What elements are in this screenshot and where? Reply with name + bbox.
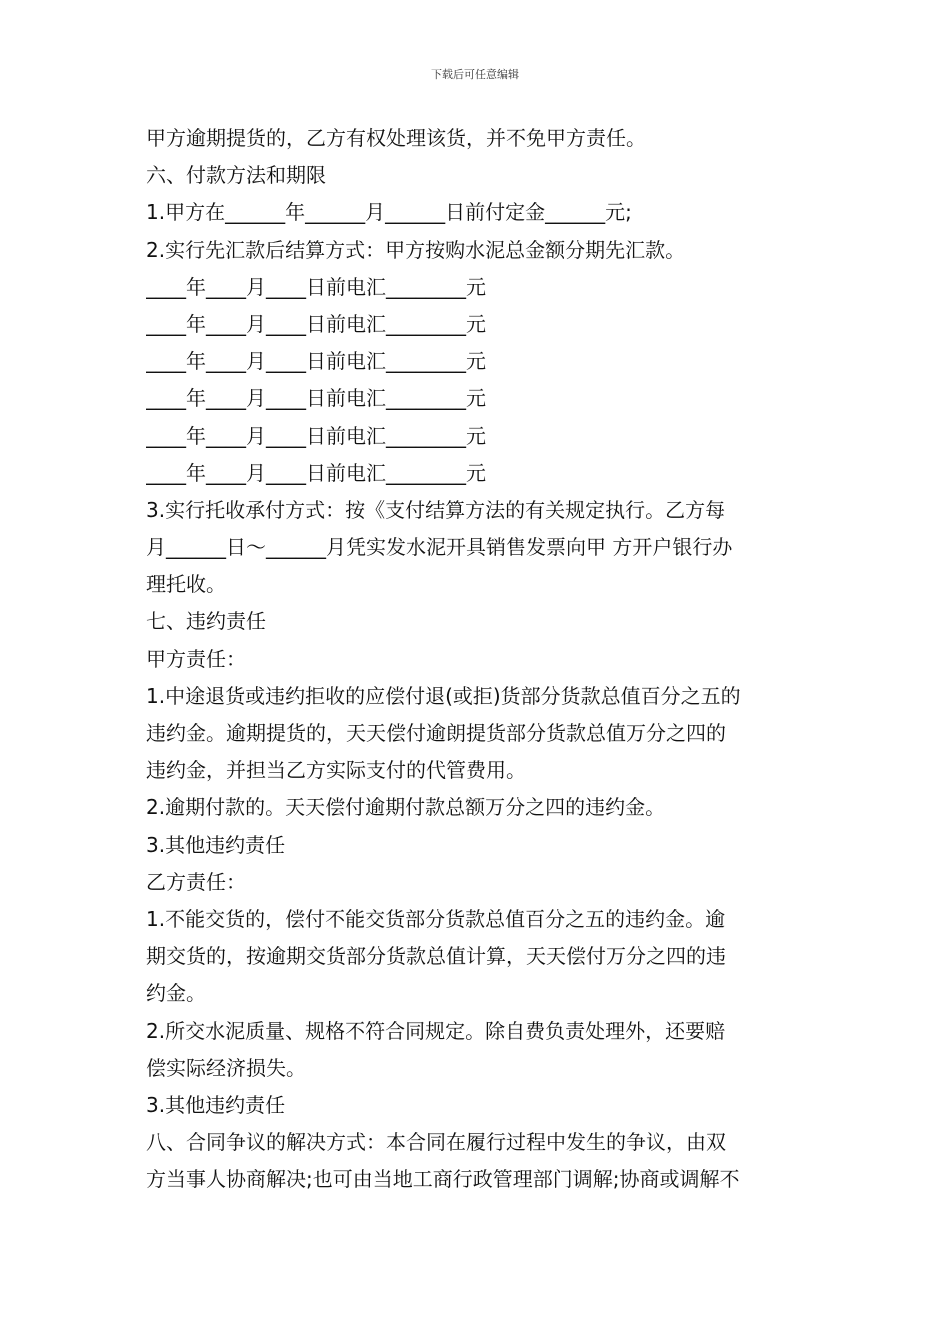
remittance-line: ____年____月____日前电汇________元 [146,460,486,485]
remittance-line: ____年____月____日前电汇________元 [146,423,486,448]
section-heading-dispute: 八、合同争议的解决方式：本合同在履行过程中发生的争议，由双 [146,1130,726,1155]
paragraph-line: 3.实行托收承付方式：按《支付结算方法的有关规定执行。乙方每 [146,497,726,522]
remittance-line: ____年____月____日前电汇________元 [146,274,486,299]
document-body [146,120,818,1198]
paragraph-line: 理托收。 [146,572,226,597]
paragraph-line: 3.其他违约责任 [146,1092,286,1117]
subheading-party-a: 甲方责任： [146,646,246,671]
remittance-line: ____年____月____日前电汇________元 [146,386,486,411]
page-header-note: 下载后可任意编辑 [431,68,519,81]
paragraph-line: 偿实际经济损失。 [146,1055,306,1080]
paragraph-line: 方当事人协商解决;也可由当地工商行政管理部门调解;协商或调解不 [146,1167,740,1192]
paragraph-line: 期交货的，按逾期交货部分货款总值计算，天天偿付万分之四的违 [146,944,726,969]
section-heading-payment: 六、付款方法和期限 [146,163,326,188]
paragraph-line: 甲方逾期提货的，乙方有权处理该货，并不免甲方责任。 [146,126,646,150]
paragraph-line: 2.所交水泥质量、规格不符合同规定。除自费负责处理外，还要赔 [146,1018,726,1043]
paragraph-line: 1.甲方在______年______月______日前付定金______元; [146,200,632,225]
section-heading-liability: 七、违约责任 [146,609,266,634]
paragraph-line: 月______日～______月凭实发水泥开具销售发票向甲 方开户银行办 [146,535,733,560]
paragraph-line: 违约金，并担当乙方实际支付的代管费用。 [146,758,526,783]
paragraph-line: 约金。 [146,981,206,1006]
remittance-line: ____年____月____日前电汇________元 [146,311,486,336]
paragraph-line: 违约金。逾期提货的，天天偿付逾朗提货部分货款总值万分之四的 [146,721,726,745]
paragraph-line: 2.实行先汇款后结算方式：甲方按购水泥总金额分期先汇款。 [146,237,686,262]
paragraph-line: 2.逾期付款的。天天偿付逾期付款总额万分之四的违约金。 [146,795,666,820]
subheading-party-b: 乙方责任： [146,869,246,894]
paragraph-line: 1.不能交货的，偿付不能交货部分货款总值百分之五的违约金。逾 [146,906,726,931]
remittance-line: ____年____月____日前电汇________元 [146,349,486,374]
paragraph-line: 1.中途退货或违约拒收的应偿付退(或拒)货部分货款总值百分之五的 [146,683,741,708]
paragraph-line: 3.其他违约责任 [146,832,286,857]
